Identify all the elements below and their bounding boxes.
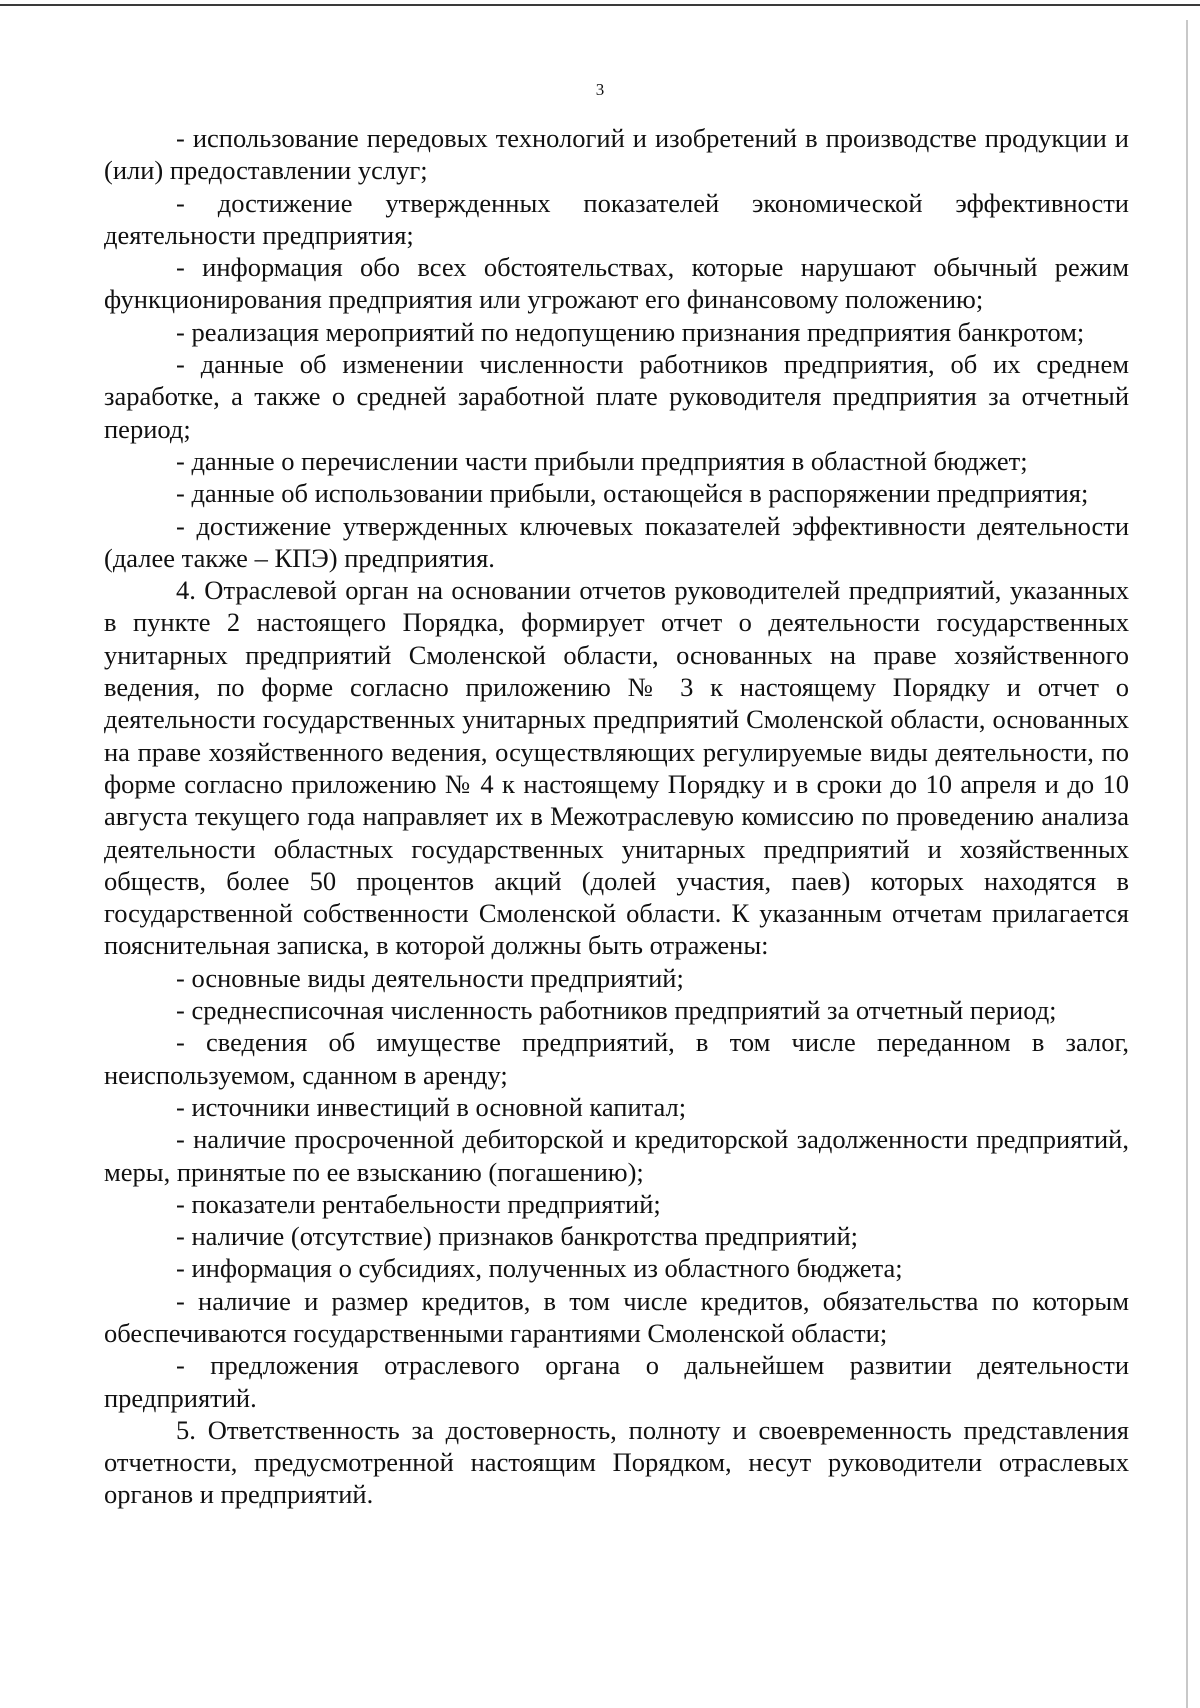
paragraph-section-5: 5. Ответственность за достоверность, полноту и своевременность представления отчетности, предусмотренной настоящим Порядком, несут руководители отраслевых органов и предприятий.	[104, 1414, 1129, 1510]
paragraph: - информация обо всех обстоятельствах, которые нарушают обычный режим функционирования предприятия или угрожают его финансовому положению;	[104, 252, 1129, 315]
scan-edge-top	[0, 4, 1200, 6]
paragraph: - наличие и размер кредитов, в том числе кредитов, обязательства по которым обеспечиваются государственными гарантиями Смоленской области;	[104, 1285, 1129, 1348]
paragraph: - информация о субсидиях, полученных из областного бюджета;	[176, 1253, 903, 1284]
paragraph: - данные о перечислении части прибыли предприятия в областной бюджет;	[176, 445, 1028, 476]
paragraph: - реализация мероприятий по недопущению признания предприятия банкротом;	[176, 316, 1085, 347]
paragraph-section-4: 4. Отраслевой орган на основании отчетов руководителей предприятий, указанных в пункте 2 настоящего Порядка, формирует отчет о деятельности государственных унитарных предприятий Смоленской области, основанных на праве хозяйственного ведения, по форме согласно приложению № 3 к настоящему Порядку и отчет о деятельности государственных унитарных предприятий Смоленской области, основанных на праве хозяйственного ведения, осуществляющих регулируемые виды деятельности, по форме согласно приложению № 4 к настоящему Порядку и в сроки до 10 апреля и до 10 августа текущего года направляет их в Межотраслевую комиссию по проведению анализа деятельности областных государственных унитарных предприятий и хозяйственных обществ, более 50 процентов акций (долей участия, паев) которых находятся в государственной собственности Смоленской области. К указанным отчетам прилагается пояснительная записка, в которой должны быть отражены:	[104, 575, 1129, 961]
paragraph: - данные об использовании прибыли, остающейся в распоряжении предприятия;	[176, 478, 1089, 509]
document-body	[104, 122, 1129, 1511]
paragraph: - наличие (отсутствие) признаков банкротства предприятий;	[176, 1221, 858, 1252]
paragraph: - источники инвестиций в основной капитал;	[176, 1091, 687, 1122]
paragraph: - достижение утвержденных показателей экономической эффективности деятельности предприятия;	[104, 187, 1129, 250]
paragraph: - наличие просроченной дебиторской и кредиторской задолженности предприятий, меры, принятые по ее взысканию (погашению);	[104, 1124, 1129, 1187]
paragraph: - среднесписочная численность работников предприятий за отчетный период;	[176, 995, 1057, 1026]
paragraph: - основные виды деятельности предприятий;	[176, 962, 684, 993]
paragraph: - предложения отраслевого органа о дальнейшем развитии деятельности предприятий.	[104, 1350, 1129, 1413]
paragraph: - достижение утвержденных ключевых показателей эффективности деятельности (далее также – КПЭ) предприятия.	[104, 510, 1129, 573]
paragraph: - использование передовых технологий и изобретений в производстве продукции и (или) предоставлении услуг;	[104, 123, 1129, 186]
paragraph: - показатели рентабельности предприятий;	[176, 1188, 661, 1219]
scan-edge-right	[1186, 20, 1188, 1708]
page-number: 3	[595, 80, 605, 99]
paragraph: - сведения об имуществе предприятий, в том числе переданном в залог, неиспользуемом, сданном в аренду;	[104, 1027, 1129, 1090]
paragraph: - данные об изменении численности работников предприятия, об их среднем заработке, а также о средней заработной плате руководителя предприятия за отчетный период;	[104, 349, 1129, 444]
